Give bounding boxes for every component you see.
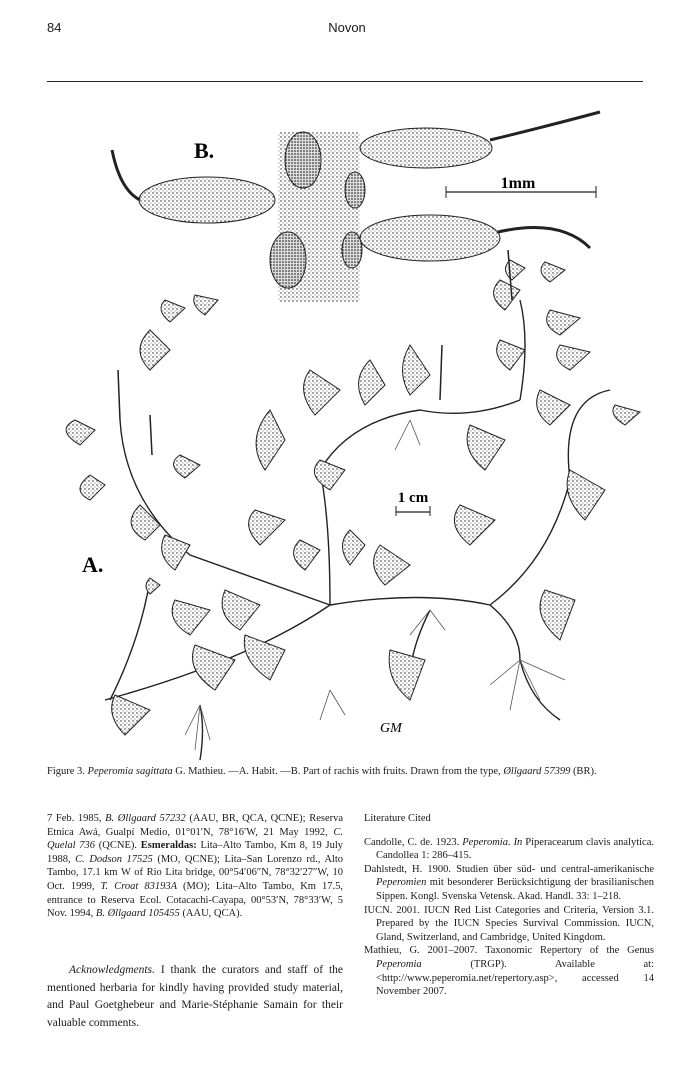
panel-a-drawing — [105, 300, 610, 760]
reference: Mathieu, G. 2001–2007. Taxonomic Repertory of the Genus Peperomia (TRGP). Available at: <http://www.peperomia.net/repertory.asp>, accessed 14 November 2007. — [364, 945, 654, 998]
panel-b-drawing — [112, 112, 600, 302]
specimens-paragraph: 7 Feb. 1985, B. Øllgaard 57232 (AAU, BR, QCA, QCNE); Reserva Etnica Awá, Gualpí Medio, 01°01′N, 78°16′W, 21 May 1992, C. Quelal 736 (QCNE). Esmeraldas: Lita–Alto Tambo, Km 8, 19 July 1988, C. Dodson 17525 (MO, QCNE); Lita–San Lorenzo rd., Alto Tambo, 17.1 km W of Rio Lita bridge, 00°54′06″N, 78°32′27″W, 10 Oct. 1999, T. Croat 83193A (MO); Lita–Alto Tambo, Km 17.5, entrance to Reserva Ecol. Cotacachi-Cayapa, 00°53′N, 78°33′W, 5 Nov. 1994, B. Øllgaard 105455 (AAU, QCA). — [47, 813, 344, 920]
roots — [185, 420, 565, 750]
caption-label: Figure 3. — [47, 766, 85, 777]
reference: Dahlstedt, H. 1900. Studien über süd- und central-amerikanische Peperomien mit besonderer Berücksichtigung der brasilianischen Sippen. Kongl. Svenska Vetensk. Akad. Handl. 33: 1–218. — [364, 863, 654, 902]
lit-heading: Literature Cited — [364, 813, 431, 824]
panel-b-label: B. — [194, 138, 215, 163]
acknowledgments: Acknowledgments. I thank the curators and staff of the mentioned herbaria for kindly having provided study material, and Paul Goetghebeur and Marie-Stéphanie Samain for their valuable comments. — [47, 964, 344, 1029]
literature-cited — [364, 812, 654, 999]
panel-a-label: A. — [82, 552, 104, 577]
figure-caption: Figure 3. Peperomia sagittata G. Mathieu. —A. Habit. —B. Part of rachis with fruits. Drawn from the type, Øllgaard 57399 (BR). — [47, 766, 597, 777]
artist-signature: GM — [380, 721, 402, 736]
ack-heading: Acknowledgments. — [69, 964, 155, 976]
journal-name: Novon — [328, 20, 366, 35]
reference: Candolle, C. de. 1923. Peperomia. In Piperacearum clavis analytica. Candollea 1: 286–415. — [364, 836, 654, 862]
reference: IUCN. 2001. IUCN Red List Categories and Criteria, Version 3.1. Prepared by the IUCN Species Survival Commission. IUCN, Gland, Switzerland, and Cambridge, United Kingdom. — [364, 904, 654, 943]
page-number: 84 — [47, 20, 62, 35]
caption-species: Peperomia sagittata — [87, 766, 173, 777]
scale-bar-b: 1mm — [500, 175, 536, 192]
scale-bar-a: 1 cm — [397, 490, 429, 506]
leaves — [66, 260, 640, 735]
